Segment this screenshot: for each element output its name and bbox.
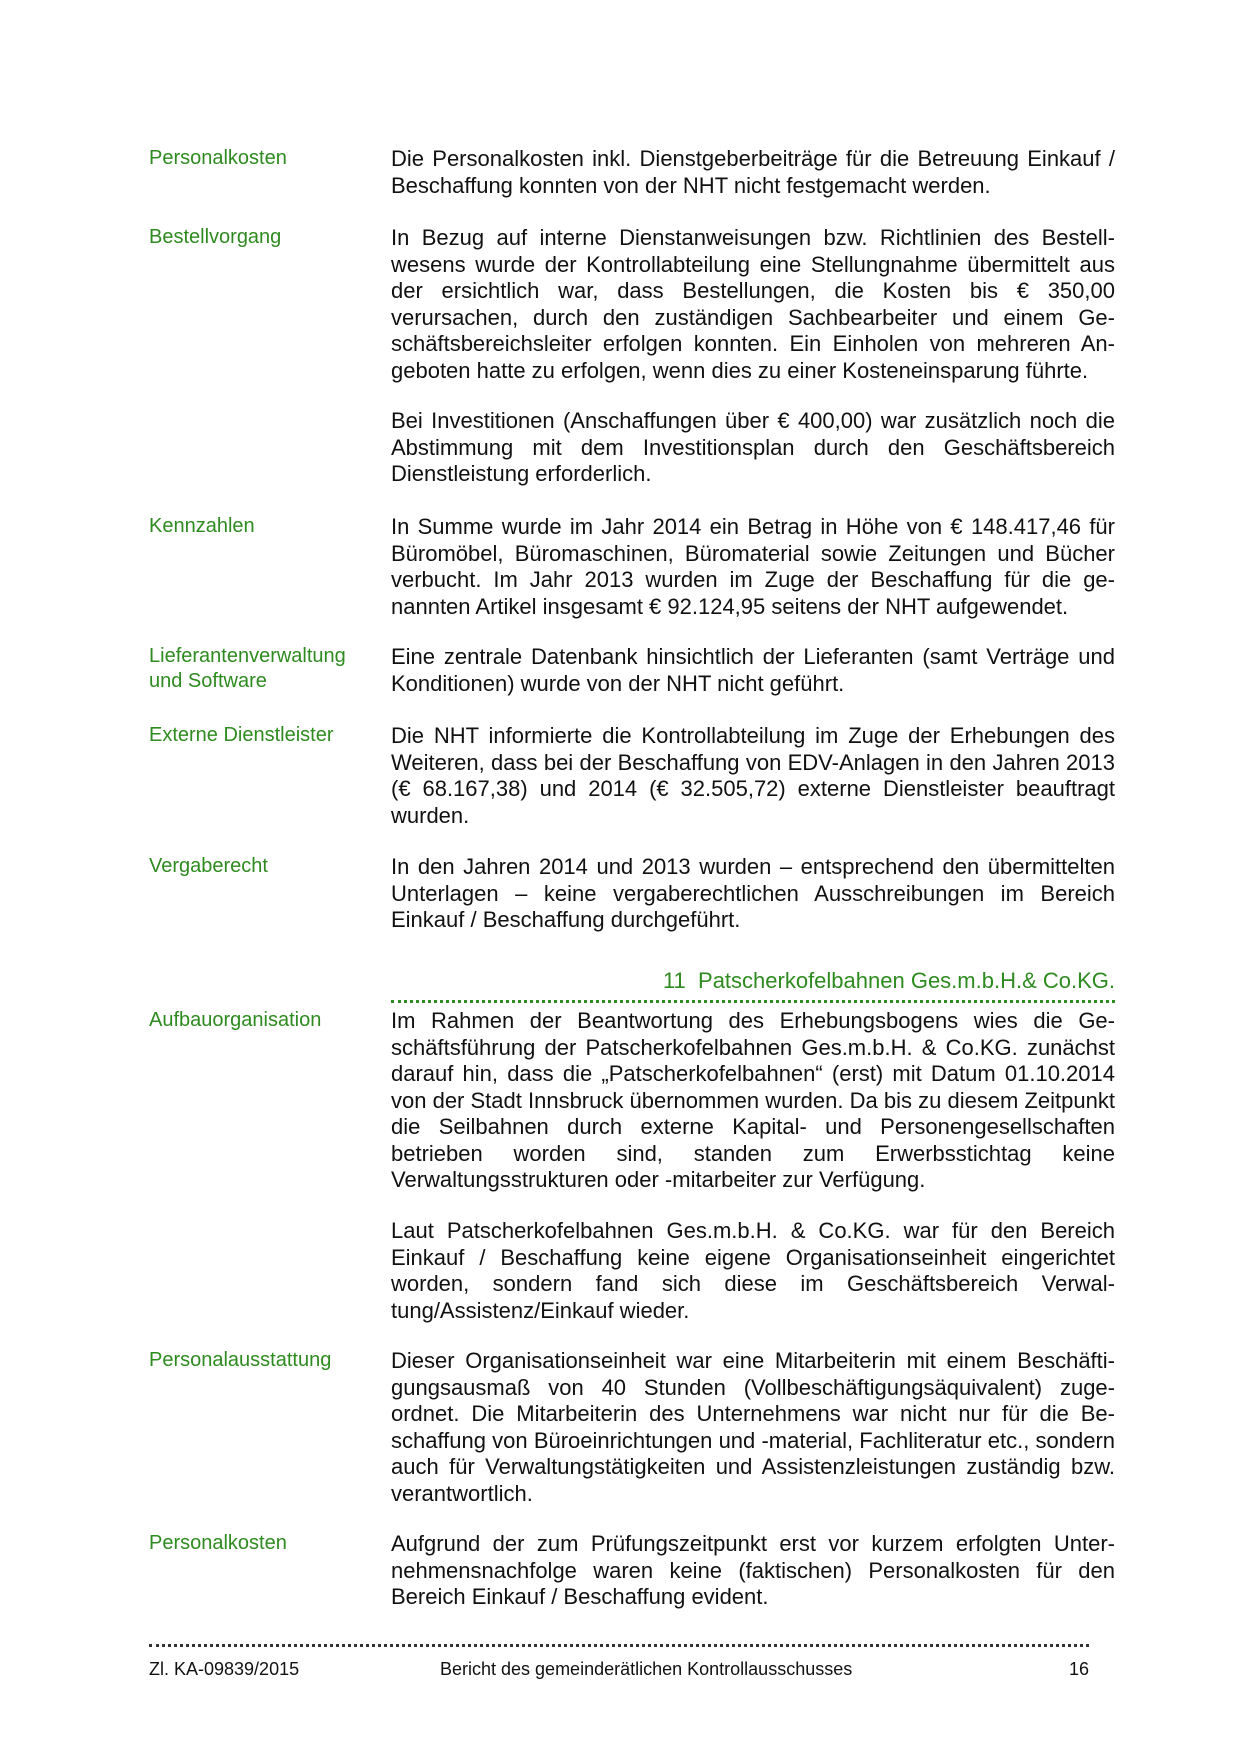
margin-label-bestellvorgang: Bestellvorgang: [149, 226, 282, 248]
section-number: 11: [662, 968, 686, 993]
paragraph-personalkosten: Die Personalkosten inkl. Dienstgeberbeiträge für die Betreuung Einkauf / Beschaffung konnten von der NHT nicht festgemacht werden.: [391, 146, 1115, 198]
margin-label-lieferantenverwaltung: Lieferantenverwaltung und Software: [149, 645, 346, 692]
paragraph-investitionen: Bei Investitionen (Anschaffungen über € 400,00) war zusätzlich noch die Abstimmung mit dem Investitionsplan durch den Geschäftsbereich Dienstleistung erforderlich.: [391, 408, 1115, 486]
section-heading-text: [663, 968, 1115, 994]
margin-label-externe-dienstleister: Externe Dienstleister: [149, 724, 334, 746]
footer-reference: Zl. KA-09839/2015: [149, 1659, 300, 1679]
paragraph-personalausstattung: Dieser Organisationseinheit war eine Mitarbeiterin mit einem Beschäftigungsausmaß von 40 Stunden (Vollbeschäftigungsäquivalent) zugeordnet. Die Mitarbeiterin des Unternehmens war nicht nur für die Beschaffung von Büroeinrichtungen und -material, Fachliteratur etc., sondern auch für Verwaltungstätigkeiten und Assistenzleistungen zuständig bzw. verantwortlich.: [391, 1348, 1115, 1506]
paragraph-vergaberecht: In den Jahren 2014 und 2013 wurden – entsprechend den übermittelten Unterlagen – keine vergaberechtlichen Ausschreibungen im Bereich Einkauf / Beschaffung durchgeführt.: [391, 854, 1115, 932]
paragraph-kennzahlen: In Summe wurde im Jahr 2014 ein Betrag in Höhe von € 148.417,46 für Büromöbel, Büromaschinen, Büromaterial sowie Zeitungen und Bücher verbucht. Im Jahr 2013 wurden im Zuge der Beschaffung für die genannten Artikel insgesamt € 92.124,95 seitens der NHT aufgewendet.: [391, 514, 1115, 619]
margin-label-vergaberecht: Vergaberecht: [149, 855, 268, 877]
footer-divider: [149, 1644, 1089, 1647]
paragraph-bestellvorgang: In Bezug auf interne Dienstanweisungen bzw. Richtlinien des Bestellwesens wurde der Kontrollabteilung eine Stellungnahme übermittelt aus der ersichtlich war, dass Bestellungen, die Kosten bis € 350,00 verursachen, durch den zuständigen Sachbearbeiter und einem Geschäftsbereichsleiter erfolgen konnten. Ein Einholen von mehreren Angeboten hatte zu erfolgen, wenn dies zu einer Kosteneinsparung führte.: [391, 225, 1115, 383]
footer-page-number: 16: [1069, 1659, 1090, 1679]
paragraph-externe-dienstleister: Die NHT informierte die Kontrollabteilung im Zuge der Erhebungen des Weiteren, dass bei der Beschaffung von EDV-Anlagen in den Jahren 2013 (€ 68.167,38) und 2014 (€ 32.505,72) externe Dienstleister beauftragt wurden.: [391, 723, 1115, 828]
margin-label-kennzahlen: Kennzahlen: [149, 515, 255, 537]
paragraph-aufbauorganisation: Im Rahmen der Beantwortung des Erhebungsbogens wies die Geschäftsführung der Patscherkofelbahnen Ges.m.b.H. & Co.KG. zunächst darauf hin, dass die „Patscherkofelbahnen“ (erst) mit Datum 01.10.2014 von der Stadt Innsbruck übernommen wurden. Da bis zu diesem Zeitpunkt die Seilbahnen durch externe Kapital- und Personengesellschaften betrieben worden sind, standen zum Erwerbsstichtag keine Verwaltungsstrukturen oder -mitarbeiter zur Verfügung.: [391, 1008, 1115, 1192]
paragraph-lieferantenverwaltung: Eine zentrale Datenbank hinsichtlich der Lieferanten (samt Verträge und Konditionen) wurde von der NHT nicht geführt.: [391, 644, 1115, 696]
paragraph-organisationseinheit: Laut Patscherkofelbahnen Ges.m.b.H. & Co.KG. war für den Bereich Einkauf / Beschaffung keine eigene Organisationseinheit eingerichtet worden, sondern fand sich diese im Geschäftsbereich Verwaltung/Assistenz/Einkauf wieder.: [391, 1218, 1115, 1323]
section-title: Patscherkofelbahnen Ges.m.b.H.& Co.KG.: [698, 968, 1115, 993]
section-heading: [391, 960, 1115, 1003]
footer-report-title: Bericht des gemeinderätlichen Kontrollausschusses: [440, 1659, 853, 1679]
margin-label-personalkosten: Personalkosten: [149, 147, 287, 169]
paragraph-personalkosten-2: Aufgrund der zum Prüfungszeitpunkt erst vor kurzem erfolgten Unternehmensnachfolge waren keine (faktischen) Personalkosten für den Bereich Einkauf / Beschaffung evident.: [391, 1531, 1115, 1609]
margin-label-personalausstattung: Personalausstattung: [149, 1349, 332, 1371]
margin-label-personalkosten-2: Personalkosten: [149, 1532, 287, 1554]
margin-label-aufbauorganisation: Aufbauorganisation: [149, 1009, 322, 1031]
